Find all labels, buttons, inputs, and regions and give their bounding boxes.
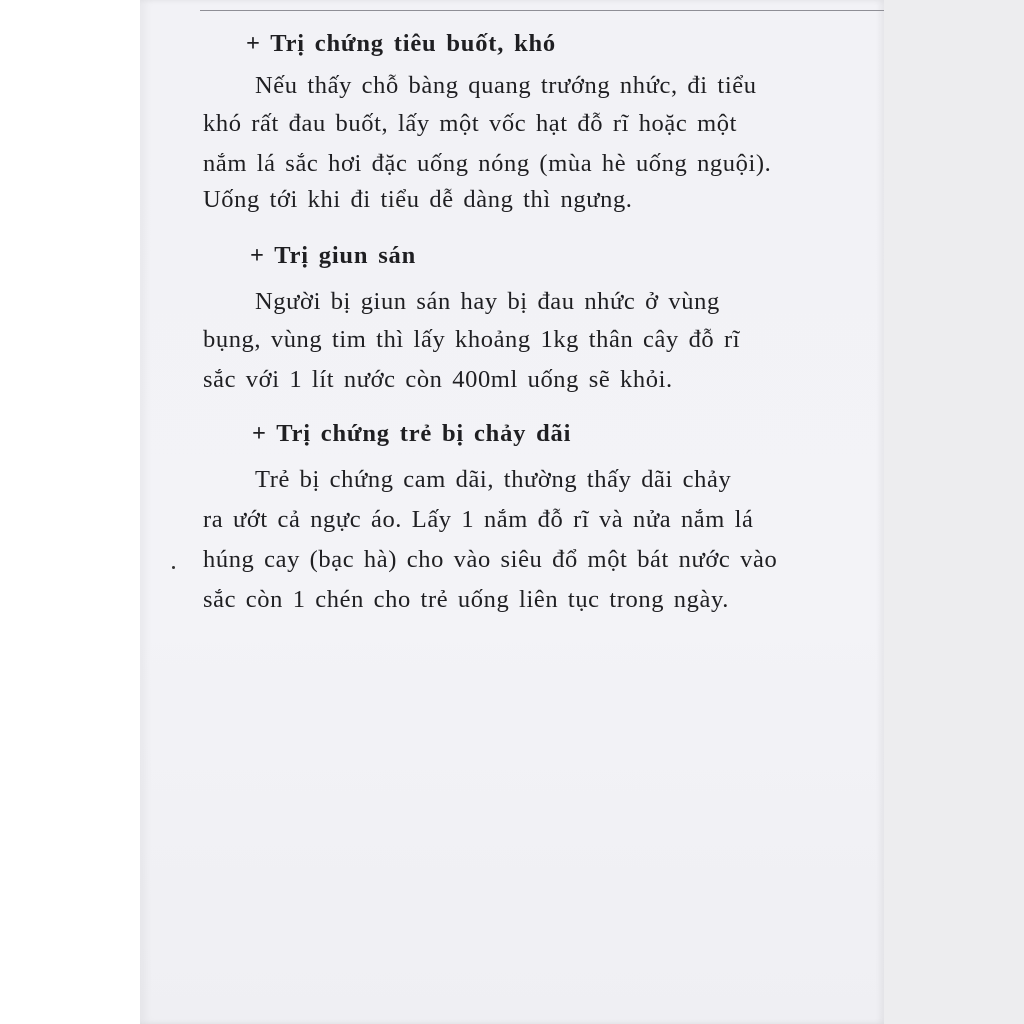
paragraph-line: bụng, vùng tim thì lấy khoảng 1kg thân cây đỗ rĩ xyxy=(203,326,741,353)
paragraph-line: Người bị giun sán hay bị đau nhức ở vùng xyxy=(255,288,720,315)
paragraph-line: nắm lá sắc hơi đặc uống nóng (mùa hè uống nguội). xyxy=(203,150,772,177)
paragraph-line: ra ướt cả ngực áo. Lấy 1 nắm đỗ rĩ và nửa nắm lá xyxy=(203,506,754,533)
paragraph-line: sắc còn 1 chén cho trẻ uống liên tục trong ngày. xyxy=(203,586,729,613)
paragraph-line: khó rất đau buốt, lấy một vốc hạt đỗ rĩ hoặc một xyxy=(203,110,737,137)
section-heading-drooling: + Trị chứng trẻ bị chảy dãi xyxy=(252,420,572,447)
paragraph-line: húng cay (bạc hà) cho vào siêu đổ một bát nước vào xyxy=(203,546,778,573)
paragraph-line: sắc với 1 lít nước còn 400ml uống sẽ khỏi. xyxy=(203,366,673,393)
paragraph-line: Nếu thấy chỗ bàng quang trướng nhức, đi tiểu xyxy=(255,72,757,99)
section-heading-worms: + Trị giun sán xyxy=(250,242,417,269)
section-heading-urination: + Trị chứng tiêu buốt, khó xyxy=(246,30,556,57)
paragraph-line: Trẻ bị chứng cam dãi, thường thấy dãi chảy xyxy=(255,466,732,493)
ink-speck xyxy=(172,566,175,569)
paragraph-line: Uống tới khi đi tiểu dễ dàng thì ngưng. xyxy=(203,186,633,213)
